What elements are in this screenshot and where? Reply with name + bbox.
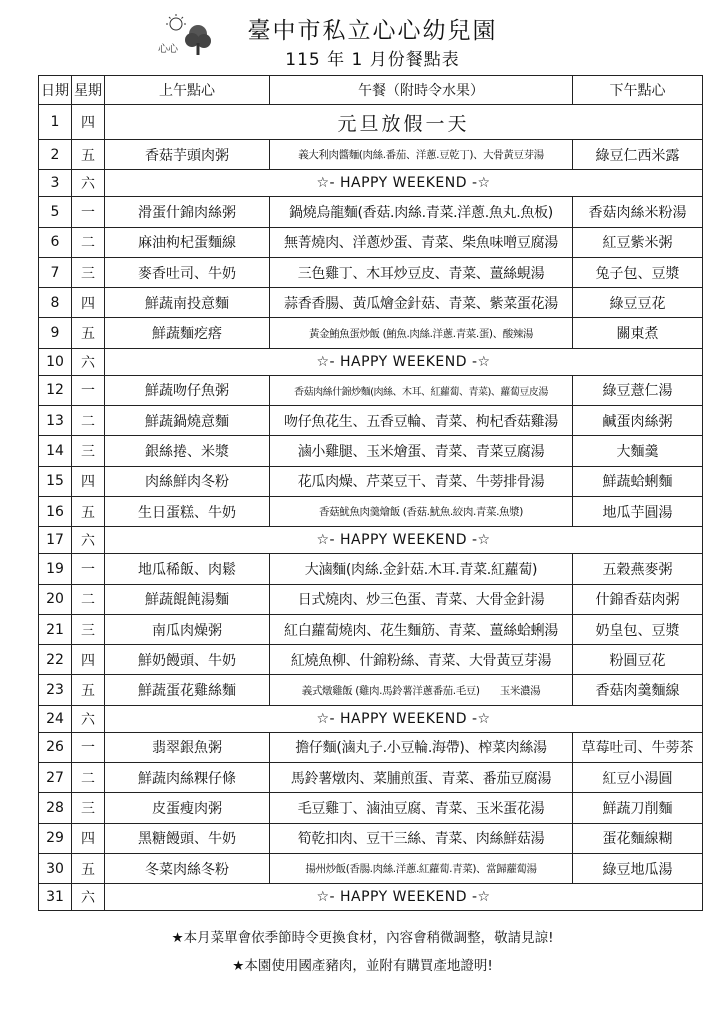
cell-date: 7 bbox=[39, 257, 72, 287]
cell-weekday: 五 bbox=[72, 853, 105, 883]
table-row bbox=[39, 853, 703, 883]
cell-afternoon-snack: 紅豆小湯圓 bbox=[573, 763, 703, 793]
table-row bbox=[39, 257, 703, 287]
cell-date: 14 bbox=[39, 436, 72, 466]
cell-lunch: 黃金鮪魚蛋炒飯 (鮪魚.肉絲.洋蔥.青菜.蛋)、酸辣湯 bbox=[270, 318, 573, 348]
cell-date: 9 bbox=[39, 318, 72, 348]
cell-lunch: 三色雞丁、木耳炒豆皮、青菜、薑絲蜆湯 bbox=[270, 257, 573, 287]
cell-morning-snack: 鮮蔬吻仔魚粥 bbox=[105, 375, 270, 405]
page-title: 臺中市私立心心幼兒園 bbox=[247, 18, 498, 44]
cell-weekday: 四 bbox=[72, 466, 105, 496]
cell-lunch: 義大利肉醬麵(肉絲.番茄、洋蔥.豆乾丁)、大骨黃豆芽湯 bbox=[270, 140, 573, 170]
cell-weekday: 四 bbox=[72, 105, 105, 140]
cell-date: 2 bbox=[39, 140, 72, 170]
cell-date: 31 bbox=[39, 884, 72, 911]
cell-date: 22 bbox=[39, 645, 72, 675]
cell-morning-snack: 麻油枸杞蛋麵線 bbox=[105, 227, 270, 257]
table-row bbox=[39, 793, 703, 823]
table-row bbox=[39, 348, 703, 375]
cell-weekday: 六 bbox=[72, 170, 105, 197]
cell-lunch: 蒜香香腸、黃瓜燴金針菇、青菜、紫菜蛋花湯 bbox=[270, 288, 573, 318]
table-row bbox=[39, 496, 703, 526]
table-row bbox=[39, 318, 703, 348]
cell-weekend: ☆- HAPPY WEEKEND -☆ bbox=[105, 527, 703, 554]
menu-table bbox=[38, 75, 703, 911]
cell-morning-snack: 皮蛋瘦肉粥 bbox=[105, 793, 270, 823]
cell-morning-snack: 鮮蔬鍋燒意麵 bbox=[105, 406, 270, 436]
cell-date: 12 bbox=[39, 375, 72, 405]
cell-afternoon-snack: 兔子包、豆漿 bbox=[573, 257, 703, 287]
cell-lunch: 滷小雞腿、玉米燴蛋、青菜、青菜豆腐湯 bbox=[270, 436, 573, 466]
cell-weekday: 二 bbox=[72, 406, 105, 436]
cell-morning-snack: 翡翠銀魚粥 bbox=[105, 732, 270, 762]
cell-lunch: 筍乾扣肉、豆干三絲、青菜、肉絲鮮菇湯 bbox=[270, 823, 573, 853]
cell-afternoon-snack: 綠豆豆花 bbox=[573, 288, 703, 318]
cell-morning-snack: 地瓜稀飯、肉鬆 bbox=[105, 554, 270, 584]
cell-date: 29 bbox=[39, 823, 72, 853]
cell-weekday: 三 bbox=[72, 257, 105, 287]
cell-lunch: 擔仔麵(滷丸子.小豆輪.海帶)、榨菜肉絲湯 bbox=[270, 732, 573, 762]
cell-date: 30 bbox=[39, 853, 72, 883]
cell-date: 24 bbox=[39, 705, 72, 732]
cell-date: 20 bbox=[39, 584, 72, 614]
header-morning-snack: 上午點心 bbox=[105, 76, 270, 105]
page-subtitle: 115 年 1 月份餐點表 bbox=[285, 50, 460, 70]
header-date: 日期 bbox=[39, 76, 72, 105]
cell-weekend: ☆- HAPPY WEEKEND -☆ bbox=[105, 884, 703, 911]
cell-afternoon-snack: 綠豆地瓜湯 bbox=[573, 853, 703, 883]
cell-afternoon-snack: 綠豆仁西米露 bbox=[573, 140, 703, 170]
cell-date: 28 bbox=[39, 793, 72, 823]
cell-weekday: 二 bbox=[72, 227, 105, 257]
cell-morning-snack: 冬菜肉絲冬粉 bbox=[105, 853, 270, 883]
cell-morning-snack: 麥香吐司、牛奶 bbox=[105, 257, 270, 287]
header-weekday: 星期 bbox=[72, 76, 105, 105]
cell-weekday: 一 bbox=[72, 197, 105, 227]
cell-weekday: 六 bbox=[72, 705, 105, 732]
logo-text: 心心 bbox=[158, 44, 178, 55]
table-row bbox=[39, 375, 703, 405]
cell-lunch: 鍋燒烏龍麵(香菇.肉絲.青菜.洋蔥.魚丸.魚板) bbox=[270, 197, 573, 227]
cell-weekday: 六 bbox=[72, 884, 105, 911]
cell-morning-snack: 肉絲鮮肉冬粉 bbox=[105, 466, 270, 496]
cell-weekday: 六 bbox=[72, 348, 105, 375]
cell-lunch: 大滷麵(肉絲.金針菇.木耳.青菜.紅蘿蔔) bbox=[270, 554, 573, 584]
cell-date: 1 bbox=[39, 105, 72, 140]
cell-date: 21 bbox=[39, 614, 72, 644]
cell-weekday: 四 bbox=[72, 645, 105, 675]
table-row bbox=[39, 527, 703, 554]
cell-morning-snack: 銀絲捲、米漿 bbox=[105, 436, 270, 466]
table-row bbox=[39, 884, 703, 911]
cell-lunch: 吻仔魚花生、五香豆輪、青菜、枸杞香菇雞湯 bbox=[270, 406, 573, 436]
cell-date: 10 bbox=[39, 348, 72, 375]
cell-weekday: 二 bbox=[72, 584, 105, 614]
cell-weekday: 五 bbox=[72, 675, 105, 705]
cell-afternoon-snack: 鮮蔬蛤蜊麵 bbox=[573, 466, 703, 496]
cell-weekday: 五 bbox=[72, 140, 105, 170]
cell-date: 23 bbox=[39, 675, 72, 705]
cell-lunch: 義式燉雞飯 (雞肉.馬鈴薯洋蔥番茄.毛豆) 玉米濃湯 bbox=[270, 675, 573, 705]
cell-holiday: 元旦放假一天 bbox=[105, 105, 703, 140]
cell-date: 15 bbox=[39, 466, 72, 496]
cell-afternoon-snack: 綠豆薏仁湯 bbox=[573, 375, 703, 405]
cell-date: 17 bbox=[39, 527, 72, 554]
cell-morning-snack: 鮮蔬麵疙瘩 bbox=[105, 318, 270, 348]
cell-morning-snack: 南瓜肉燥粥 bbox=[105, 614, 270, 644]
cell-morning-snack: 生日蛋糕、牛奶 bbox=[105, 496, 270, 526]
cell-afternoon-snack: 草莓吐司、牛蒡茶 bbox=[573, 732, 703, 762]
cell-weekday: 四 bbox=[72, 288, 105, 318]
table-row bbox=[39, 705, 703, 732]
cell-afternoon-snack: 香菇肉絲米粉湯 bbox=[573, 197, 703, 227]
cell-date: 27 bbox=[39, 763, 72, 793]
cell-weekday: 六 bbox=[72, 527, 105, 554]
cell-afternoon-snack: 關東煮 bbox=[573, 318, 703, 348]
cell-weekday: 一 bbox=[72, 375, 105, 405]
table-row bbox=[39, 614, 703, 644]
cell-morning-snack: 黑糖饅頭、牛奶 bbox=[105, 823, 270, 853]
table-row bbox=[39, 436, 703, 466]
cell-afternoon-snack: 香菇肉羹麵線 bbox=[573, 675, 703, 705]
cell-lunch: 花瓜肉燥、芹菜豆干、青菜、牛蒡排骨湯 bbox=[270, 466, 573, 496]
cell-lunch: 毛豆雞丁、滷油豆腐、青菜、玉米蛋花湯 bbox=[270, 793, 573, 823]
cell-date: 5 bbox=[39, 197, 72, 227]
header-lunch: 午餐（附時令水果） bbox=[270, 76, 573, 105]
cell-date: 16 bbox=[39, 496, 72, 526]
header-afternoon-snack: 下午點心 bbox=[573, 76, 703, 105]
cell-afternoon-snack: 鹹蛋肉絲粥 bbox=[573, 406, 703, 436]
cell-weekday: 一 bbox=[72, 732, 105, 762]
table-row bbox=[39, 140, 703, 170]
cell-date: 19 bbox=[39, 554, 72, 584]
table-header-row bbox=[39, 76, 703, 105]
table-row bbox=[39, 732, 703, 762]
cell-weekday: 四 bbox=[72, 823, 105, 853]
cell-morning-snack: 鮮蔬餛飩湯麵 bbox=[105, 584, 270, 614]
cell-afternoon-snack: 粉圓豆花 bbox=[573, 645, 703, 675]
table-row bbox=[39, 584, 703, 614]
table-row bbox=[39, 227, 703, 257]
table-row bbox=[39, 197, 703, 227]
table-row bbox=[39, 406, 703, 436]
cell-afternoon-snack: 紅豆紫米粥 bbox=[573, 227, 703, 257]
cell-morning-snack: 鮮奶饅頭、牛奶 bbox=[105, 645, 270, 675]
cell-afternoon-snack: 奶皇包、豆漿 bbox=[573, 614, 703, 644]
cell-morning-snack: 香菇芋頭肉粥 bbox=[105, 140, 270, 170]
cell-afternoon-snack: 大麵羹 bbox=[573, 436, 703, 466]
cell-lunch: 日式燒肉、炒三色蛋、青菜、大骨金針湯 bbox=[270, 584, 573, 614]
cell-weekday: 三 bbox=[72, 793, 105, 823]
table-row bbox=[39, 675, 703, 705]
table-row bbox=[39, 823, 703, 853]
cell-weekday: 五 bbox=[72, 496, 105, 526]
cell-lunch: 香菇肉絲什錦炒麵(肉絲、木耳、紅蘿蔔、青菜)、蘿蔔豆皮湯 bbox=[270, 375, 573, 405]
table-row bbox=[39, 466, 703, 496]
table-row bbox=[39, 170, 703, 197]
cell-lunch: 香菇魷魚肉羹燴飯 (香菇.魷魚.絞肉.青菜.魚漿) bbox=[270, 496, 573, 526]
cell-morning-snack: 滑蛋什錦肉絲粥 bbox=[105, 197, 270, 227]
cell-afternoon-snack: 地瓜芋圓湯 bbox=[573, 496, 703, 526]
cell-morning-snack: 鮮蔬肉絲粿仔條 bbox=[105, 763, 270, 793]
table-row bbox=[39, 554, 703, 584]
cell-date: 8 bbox=[39, 288, 72, 318]
cell-date: 3 bbox=[39, 170, 72, 197]
cell-date: 6 bbox=[39, 227, 72, 257]
table-row bbox=[39, 105, 703, 140]
cell-weekday: 三 bbox=[72, 614, 105, 644]
cell-weekday: 一 bbox=[72, 554, 105, 584]
cell-lunch: 馬鈴薯燉肉、菜脯煎蛋、青菜、番茄豆腐湯 bbox=[270, 763, 573, 793]
table-row bbox=[39, 288, 703, 318]
cell-lunch: 紅燒魚柳、什錦粉絲、青菜、大骨黃豆芽湯 bbox=[270, 645, 573, 675]
table-row bbox=[39, 763, 703, 793]
table-row bbox=[39, 645, 703, 675]
cell-afternoon-snack: 蛋花麵線糊 bbox=[573, 823, 703, 853]
cell-afternoon-snack: 什錦香菇肉粥 bbox=[573, 584, 703, 614]
note-pork-origin: ★本園使用國產豬肉，並附有購買產地證明! bbox=[232, 958, 493, 974]
cell-lunch: 紅白蘿蔔燒肉、花生麵筋、青菜、薑絲蛤蜊湯 bbox=[270, 614, 573, 644]
cell-afternoon-snack: 鮮蔬刀削麵 bbox=[573, 793, 703, 823]
cell-weekday: 三 bbox=[72, 436, 105, 466]
cell-weekend: ☆- HAPPY WEEKEND -☆ bbox=[105, 705, 703, 732]
note-seasonal: ★本月菜單會依季節時令更換食材，內容會稍微調整，敬請見諒! bbox=[171, 930, 554, 946]
cell-weekday: 五 bbox=[72, 318, 105, 348]
cell-date: 26 bbox=[39, 732, 72, 762]
cell-lunch: 無菁燒肉、洋蔥炒蛋、青菜、柴魚味噌豆腐湯 bbox=[270, 227, 573, 257]
cell-lunch: 揚州炒飯(香腸.肉絲.洋蔥.紅蘿蔔.青菜)、當歸蘿蔔湯 bbox=[270, 853, 573, 883]
cell-weekend: ☆- HAPPY WEEKEND -☆ bbox=[105, 348, 703, 375]
cell-afternoon-snack: 五穀燕麥粥 bbox=[573, 554, 703, 584]
cell-weekend: ☆- HAPPY WEEKEND -☆ bbox=[105, 170, 703, 197]
cell-morning-snack: 鮮蔬南投意麵 bbox=[105, 288, 270, 318]
cell-weekday: 二 bbox=[72, 763, 105, 793]
cell-date: 13 bbox=[39, 406, 72, 436]
cell-morning-snack: 鮮蔬蛋花雞絲麵 bbox=[105, 675, 270, 705]
